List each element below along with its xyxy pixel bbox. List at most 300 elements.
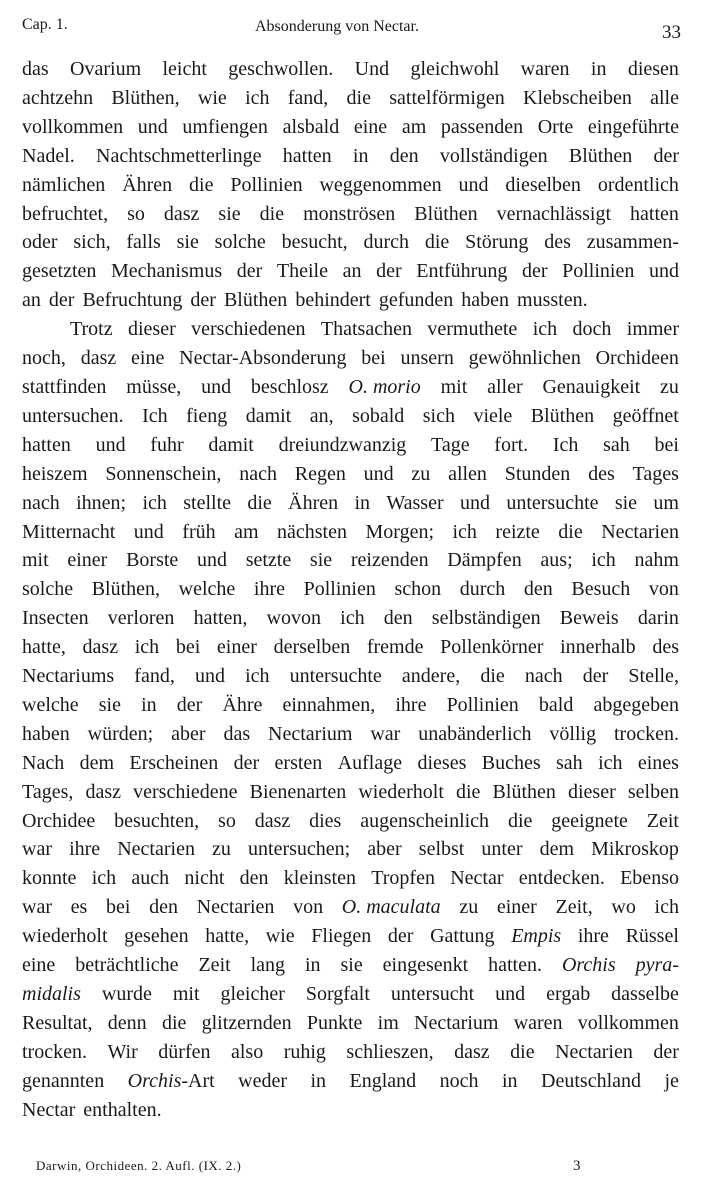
word: der [521,260,548,283]
word: Tages, [22,780,74,803]
word: welche [178,578,236,601]
word: Nectariums [22,665,115,688]
word: Borste [126,549,179,572]
word: des [652,636,679,659]
word: es [70,896,88,919]
word: ihre [577,925,609,948]
word: beträchtliche [75,954,179,977]
word: das [223,722,251,745]
text-line [22,200,679,229]
word: Dämpfen [447,549,522,572]
word: eine [22,954,56,977]
word: die [161,1011,187,1034]
word: ich [532,318,558,341]
word: genannten [22,1069,105,1092]
word: Orchis [561,954,616,977]
word: lang [250,954,286,977]
word: hatte, [22,636,66,659]
word: Stelle, [628,665,679,688]
word: Mitternacht [22,520,116,543]
text-line [22,257,679,286]
text-line [22,720,679,749]
word: Blüthen [492,780,556,803]
word: und [194,665,225,688]
word: wie [265,925,295,948]
word: der [653,144,679,167]
word: ich [452,520,477,543]
word: Nectarium [268,722,353,745]
word: einnahmen, [282,693,376,716]
word: noch [439,1069,479,1092]
word: die [507,809,533,832]
word: sie [614,491,638,514]
word: leicht [162,58,207,80]
word: Zeit [198,954,231,977]
word: und [196,549,227,572]
word: und [137,115,168,138]
word: Insecten [22,607,89,630]
word: ich [340,607,365,630]
word: der [582,665,609,688]
text-line [22,922,679,951]
word: besuchten, [114,809,200,832]
chapter-label: Cap. 1. [22,16,68,33]
text-line [22,807,679,836]
word: und [363,462,394,485]
word: dieser [127,318,176,341]
word: der [48,289,75,312]
word: Pollenkörner [440,636,544,659]
word: hatten. [488,954,542,977]
word: Resultat, [22,1011,93,1034]
word: dasz [454,1040,490,1063]
word: Genauigkeit [542,375,641,398]
word: schon [394,578,442,601]
word: und [201,375,232,398]
word: wiederholt [358,780,444,803]
text-line [22,778,679,807]
word: einer [67,549,108,572]
word: waren [520,58,570,80]
word: reizenden [350,549,429,572]
word: O. maculata [341,896,441,919]
word: sah [556,751,583,774]
word: Fliegen [311,925,372,948]
word: Thatsachen [320,318,412,341]
word: am [234,520,259,543]
word: behindert [295,289,371,312]
word: die [259,202,285,225]
word: unter [481,838,523,861]
word: Nectarien [601,520,679,543]
text-line [22,951,679,980]
text-line [22,373,679,402]
word: weggenommen [319,173,442,196]
word: fand, [134,665,175,688]
word: von [293,896,324,919]
word: ruhig [283,1040,326,1063]
word: Regen [294,462,346,485]
word: und [495,983,526,1005]
word: mussten. [517,289,588,312]
word: des [544,231,571,254]
text-line [22,315,679,344]
word: Nectarium [414,1011,499,1034]
word: die [247,491,272,514]
word: untersuchte [506,491,599,514]
word: in [502,1069,518,1092]
word: den [523,578,553,601]
word: trocken. [22,1040,87,1063]
text-line [22,575,679,604]
word: und [133,520,164,543]
word: vernachlässigt [496,202,612,225]
word: sattelförmigen [389,86,505,109]
word: wie [197,86,227,109]
word: falls [126,231,161,254]
word: in [590,58,607,80]
word: innerhalb [560,636,636,659]
word: zu [660,375,679,398]
word: Nectarien [117,838,195,861]
word: augenscheinlich [360,809,490,832]
word: durch [459,578,506,601]
word: solche [214,231,266,254]
word: sie [176,231,199,254]
running-head [22,14,681,42]
word: der [233,751,260,774]
word: England [349,1069,417,1092]
text-line [22,55,679,84]
word: Tropfen [371,867,435,890]
word: eingeführte [587,115,679,138]
word: in [310,1069,327,1092]
body-text [22,55,679,1125]
word: Entführung [416,260,508,283]
word: vermuthete [427,318,518,341]
text-line [22,662,679,691]
text-line [22,113,679,142]
word: alle [650,86,679,109]
word: der [376,260,402,283]
word: stellte [183,491,231,514]
word: von [648,578,679,601]
text-line [22,171,679,200]
word: Nadel. [22,144,75,167]
text-line [22,1067,679,1096]
word: weder [238,1069,288,1092]
word: selbständigen [431,607,541,630]
word: Orte [537,115,574,138]
word: beschlosz [250,375,329,398]
word: Sorgfalt [305,983,370,1005]
word: Gattung [430,925,495,948]
word: zu [459,896,479,919]
word: der [176,693,203,716]
word: je [664,1069,679,1092]
word: gewöhnlichen [468,347,581,370]
word: Orchidee [22,809,96,832]
word: und [648,260,679,283]
word: am [401,115,427,138]
word: besucht, [281,231,348,254]
word: schlieszen, [346,1040,434,1063]
word: geöffnet [612,404,679,427]
word: sie [98,693,121,716]
word: passenden [440,115,524,138]
word: haben [461,289,510,312]
text-line [22,402,679,431]
word: Klebscheiben [523,86,632,109]
word: sie [309,549,333,572]
word: Befruchtung [82,289,183,312]
word: Stunden [504,462,571,485]
word: hatten, [193,607,248,630]
word: mit [22,549,49,572]
word: ihnen; [76,491,127,514]
word: bei [654,433,679,456]
word: wurde [101,983,152,1005]
word: wovon [266,607,322,630]
word: in [141,693,157,716]
word: Nach [22,751,65,774]
word: dieses [417,751,467,774]
word: derselben [273,636,351,659]
word: der [653,1040,679,1063]
word: Blüthen, [91,578,161,601]
word: und [95,433,126,456]
word: ihre [253,578,285,601]
word: hatten [630,202,679,225]
word: nächsten [277,520,347,543]
word: hatten [282,144,332,167]
word: Ich [142,404,168,427]
word: Deutschland [541,1069,642,1092]
word: Pollinien [562,260,635,283]
word: ich [598,751,623,774]
word: ordentlich [597,173,679,196]
word: ich [134,636,160,659]
word: noch, [22,347,66,370]
word: selbst [418,838,465,861]
word: an, [309,404,334,427]
word: Erscheinen [129,751,219,774]
word: entdecken. [518,867,605,890]
word: aller [487,375,523,398]
text-line [22,228,679,257]
word: Blüthen, [111,86,180,109]
text-line [22,604,679,633]
word: Nachtschmetterlinge [96,144,262,167]
word: monströsen [303,202,396,225]
word: dasz [82,636,119,659]
word: geeignete [551,809,628,832]
word: hatten [22,433,71,456]
word: Auflage [337,751,403,774]
word: die [456,780,481,803]
text-line [22,546,679,575]
word: sich, [73,231,111,254]
word: auch [131,867,170,890]
text-line [22,864,679,893]
word: nahm [634,549,679,572]
text-line [22,633,679,662]
word: wiederholt [22,925,108,948]
text-line [22,980,679,1009]
word: dieselben [505,173,581,196]
word: diesen [627,58,679,80]
word: nach [22,491,60,514]
text-line [22,142,679,171]
word: aber [367,838,402,861]
word: aus; [540,549,573,572]
word: doch [572,318,612,341]
word: bei [361,347,386,370]
word: damit [245,404,292,427]
word: Nectarien [555,1040,633,1063]
word: ihre [395,693,427,716]
word: dasselbe [611,983,679,1005]
word: den [149,896,178,919]
word: zu [411,462,431,485]
text-line [22,835,679,864]
word: mit [440,375,468,398]
word: selben [627,780,679,803]
word: unabänderlich [418,722,532,745]
word: Tage [431,433,470,456]
word: denn [107,1011,147,1034]
word: dasz [80,347,117,370]
word: konnte [22,867,77,890]
word: ersten [274,751,323,774]
word: fand, [287,86,329,109]
word: und [459,491,490,514]
word: Buches [481,751,541,774]
word: untersuchte [289,665,382,688]
word: so [218,809,236,832]
signature-mark: 3 [573,1158,581,1174]
word: welche [22,693,79,716]
text-line [22,518,679,547]
word: mit [172,983,200,1005]
word: Orchis-Art [127,1069,215,1092]
word: das [22,58,49,80]
word: Punkte [306,1011,363,1034]
word: fremde [366,636,424,659]
word: eine [353,115,388,138]
word: nicht [184,867,225,890]
word: kleinsten [283,867,356,890]
word: sah [603,433,630,456]
word: wo [611,896,636,919]
word: ich [91,867,117,890]
word: ich [245,86,270,109]
word: Nectar-Absonderung [179,347,347,370]
word: Ähre [222,693,263,716]
word: gefunden [378,289,454,312]
word: sie [218,202,241,225]
word: Pollinien [303,578,376,601]
word: untersuchen; [248,838,351,861]
word: war [370,722,401,745]
word: Ich [552,433,579,456]
word: der [387,925,414,948]
word: Mechanismus [111,260,223,283]
word: waren [513,1011,563,1034]
word: Bienenarten [249,780,347,803]
word: dreiundzwanzig [278,433,407,456]
word: Nectarien [196,896,275,919]
word: verschiedene [133,780,238,803]
word: fort. [494,433,529,456]
word: in [352,144,369,167]
word: gleichwohl [410,58,500,80]
word: O. morio [348,375,421,398]
text-line [22,1038,679,1067]
word: dasz [163,202,200,225]
word: aber [171,722,206,745]
word: nämlichen [22,173,106,196]
word: an [342,260,362,283]
word: gesetzten [22,260,97,283]
word: die [424,231,450,254]
word: stattfinden [22,375,107,398]
word: fuhr [150,433,184,456]
word: enthalten. [83,1098,162,1121]
word: die [558,520,583,543]
word: ich [142,491,167,514]
word: ergab [546,983,591,1005]
word: Ähren [288,491,339,514]
word: den [383,607,413,630]
running-title: Absonderung von Nectar. [255,18,419,35]
word: Morgen; [365,520,434,543]
word: gesehen [124,925,189,948]
text-line [22,84,679,113]
word: immer [626,318,679,341]
word: Ovarium [70,58,142,80]
word: vollständigen [439,144,548,167]
word: so [127,202,145,225]
word: bei [106,896,131,919]
word: midalis [22,983,81,1005]
word: einer [496,896,537,919]
word: eine [131,347,165,370]
word: im [377,1011,399,1034]
word: verschiedenen [191,318,306,341]
word: dem [539,838,575,861]
text-line [22,1096,679,1125]
word: Besuch [571,578,631,601]
word: die [189,173,214,196]
word: dasz [85,780,122,803]
word: verloren [107,607,175,630]
text-line [22,749,679,778]
word: in [305,954,321,977]
word: Orchideen [595,347,679,370]
word: setzte [245,549,292,572]
word: gleicher [220,983,285,1005]
word: in [354,491,371,514]
text-line [22,431,679,460]
word: haben [22,722,70,745]
word: Theile [276,260,328,283]
word: befruchtet, [22,202,109,225]
word: Blüthen [414,202,478,225]
word: ihre [69,838,101,861]
text-line [22,691,679,720]
word: sie [340,954,363,977]
